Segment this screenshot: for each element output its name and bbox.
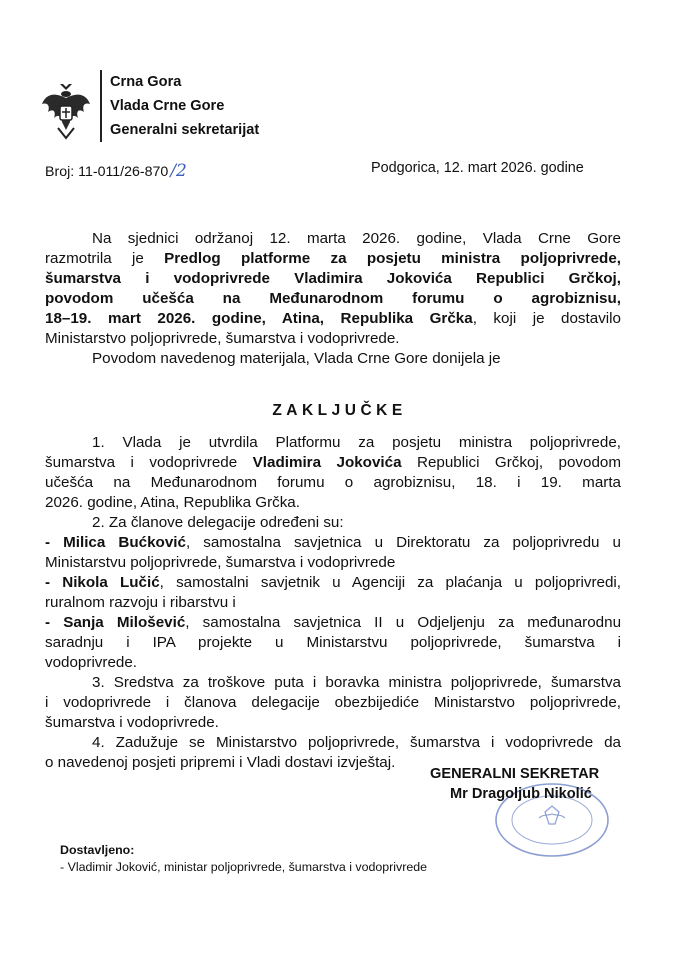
intro-line-1: Na sjednici održanoj 12. marta 2026. godine, Vlada Crne Gore: [92, 230, 621, 247]
signature-title: GENERALNI SEKRETAR: [430, 766, 600, 782]
member2-line-1: - Nikola Lučić, samostalni savjetnik u Agenciji za plaćanja u poljoprivredi,: [45, 574, 621, 591]
item1-line-2: šumarstva i vodoprivrede Vladimira Jokovića Republici Grčkoj, povodom: [45, 454, 621, 471]
member3-line-2: saradnju i IPA projekte u Ministarstvu poljoprivrede, šumarstva i: [45, 634, 621, 651]
member1-line-1: - Milica Bućković, samostalna savjetnica u Direktoratu za poljoprivredu u: [45, 534, 621, 551]
intro-line-4: povodom učešća na Međunarodnom forumu o agrobiznisu,: [45, 290, 621, 307]
reference-number: [45, 161, 187, 181]
item2-intro: 2. Za članove delegacije određeni su:: [92, 514, 344, 531]
distribution-item: - Vladimir Joković, ministar poljoprivrede, šumarstva i vodoprivrede: [60, 860, 428, 874]
member2-line-2: ruralnom razvoju i ribarstvu i: [45, 594, 236, 611]
item1-line-1: 1. Vlada je utvrdila Platformu za posjetu ministra poljoprivrede,: [92, 434, 621, 451]
intro-line-3: šumarstva i vodoprivrede Vladimira Jokovića Republici Grčkoj,: [45, 270, 621, 287]
member3-line-1: - Sanja Milošević, samostalna savjetnica II u Odjeljenju za međunarodnu: [45, 614, 621, 631]
header-government: Vlada Crne Gore: [110, 98, 225, 114]
intro-line-2: razmotrila je Predlog platforme za posjetu ministra poljoprivrede,: [45, 250, 621, 267]
conclusions-title: ZAKLJUČKE: [272, 402, 407, 419]
intro-line-6: Ministarstvo poljoprivrede, šumarstva i vodoprivrede.: [45, 330, 400, 347]
item3-line-1: 3. Sredstva za troškove puta i boravka ministra poljoprivrede, šumarstva: [92, 674, 621, 691]
item1-line-3: učešća na Međunarodnom forumu o agrobiznisu, 18. i 19. marta: [45, 474, 621, 491]
intro-line-5: 18–19. mart 2026. godine, Atina, Republika Grčka, koji je dostavilo: [45, 310, 621, 327]
item3-line-3: šumarstva i vodoprivrede.: [45, 714, 219, 731]
place-date: Podgorica, 12. mart 2026. godine: [371, 160, 584, 176]
reference-text: Broj: 11-011/26-870: [45, 164, 169, 180]
member1-line-2: Ministarstvu poljoprivrede, šumarstva i vodoprivrede: [45, 554, 396, 571]
item4-line-1: 4. Zadužuje se Ministarstvo poljoprivrede, šumarstva i vodoprivrede da: [92, 734, 621, 751]
coat-of-arms-icon: [40, 82, 92, 140]
handwritten-suffix: /2: [170, 161, 187, 181]
item1-line-4: 2026. godine, Atina, Republika Grčka.: [45, 494, 300, 511]
distribution-label: Dostavljeno:: [60, 843, 135, 857]
member3-line-3: vodoprivrede.: [45, 654, 138, 671]
item3-line-2: i vodoprivrede i članova delegacije obezbijediće Ministarstvo poljoprivrede,: [45, 694, 621, 711]
header-country: Crna Gora: [110, 74, 182, 90]
intro-line-7: Povodom navedenog materijala, Vlada Crne Gore donijela je: [92, 350, 501, 367]
header-secretariat: Generalni sekretarijat: [110, 122, 260, 138]
item4-line-2: o navedenoj posjeti pripremi i Vladi dostavi izvještaj.: [45, 754, 396, 771]
signature-name: Mr Dragoljub Nikolić: [450, 786, 592, 802]
header-divider: [100, 70, 102, 142]
